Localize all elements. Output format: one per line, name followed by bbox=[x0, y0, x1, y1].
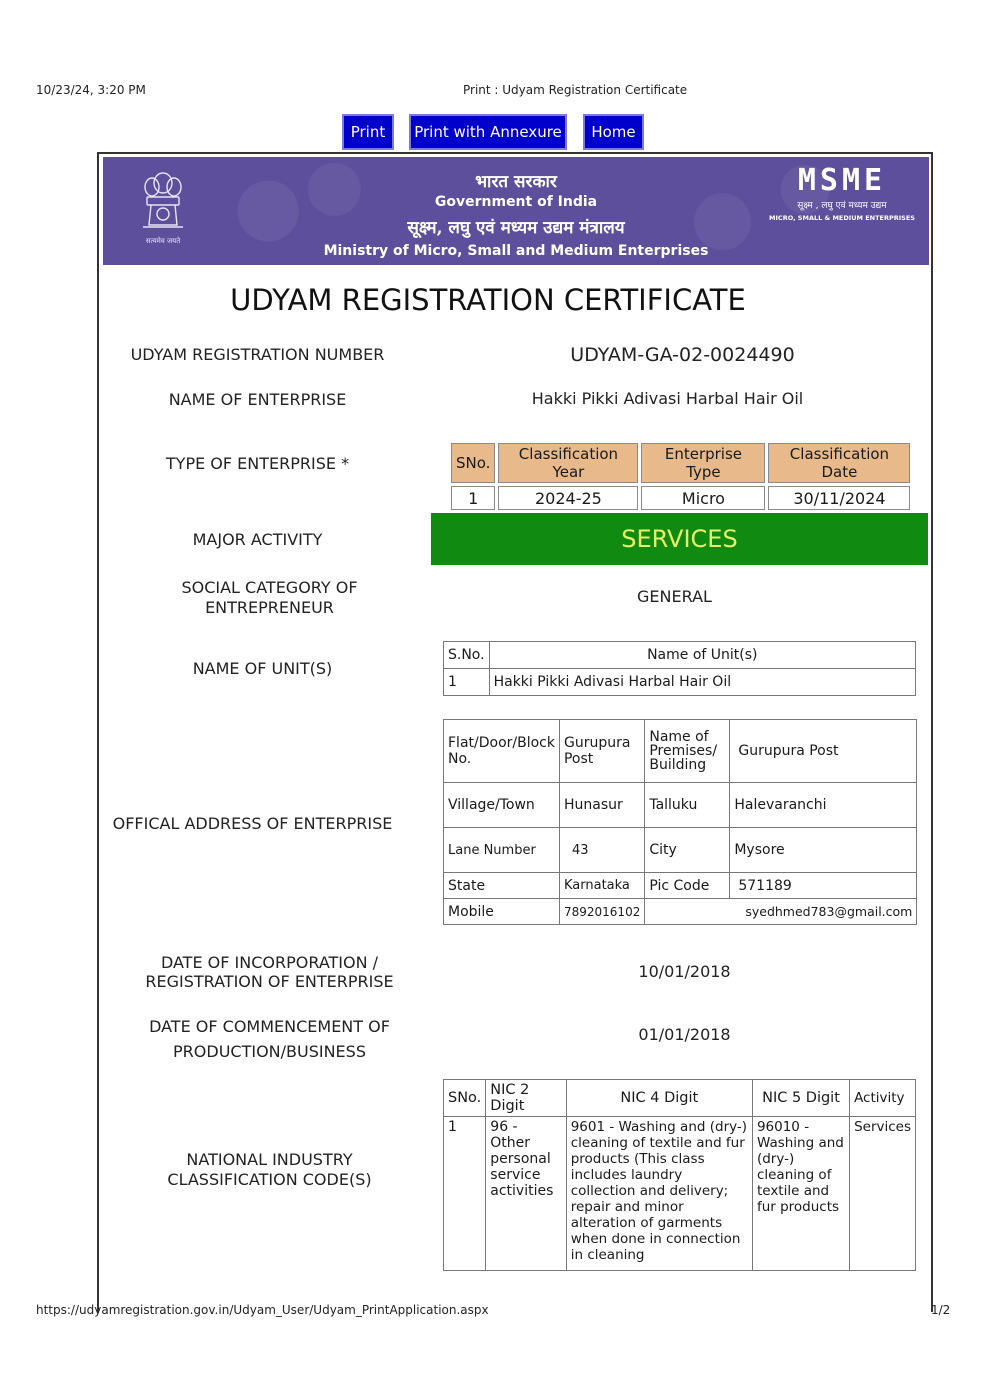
commencement-date: 01/01/2018 bbox=[638, 1025, 731, 1044]
nic-label-1: NATIONAL INDUSTRY bbox=[186, 1150, 353, 1169]
print-button[interactable]: Print bbox=[342, 114, 394, 150]
cls-cell-sno: 1 bbox=[451, 486, 495, 510]
enterprise-name: Hakki Pikki Adivasi Harbal Hair Oil bbox=[531, 389, 804, 408]
address-table bbox=[443, 719, 917, 925]
incorporation-label-2: REGISTRATION OF ENTERPRISE bbox=[145, 972, 394, 991]
banner-hindi-govt: भारत सरकार bbox=[475, 172, 557, 192]
certificate-title: UDYAM REGISTRATION CERTIFICATE bbox=[230, 283, 746, 317]
msme-hindi: सूक्ष्म , लघु एवं मध्यम उद्यम bbox=[797, 201, 887, 211]
address-label: OFFICAL ADDRESS OF ENTERPRISE bbox=[112, 814, 393, 833]
nic-cell-sno: 1 bbox=[444, 1117, 486, 1271]
social-category-label-1: SOCIAL CATEGORY OF bbox=[181, 578, 358, 597]
nic-cell-2digit: 96 - Other personal service activities bbox=[486, 1117, 566, 1271]
addr-lane-value: 43 bbox=[559, 828, 644, 873]
addr-city-label: City bbox=[645, 828, 730, 873]
units-label: NAME OF UNIT(S) bbox=[192, 659, 333, 678]
cls-header-year: Classification Year bbox=[498, 443, 638, 483]
banner-ministry: Ministry of Micro, Small and Medium Enterprises bbox=[323, 243, 709, 259]
nic-cell-5digit: 96010 - Washing and (dry-) cleaning of textile and fur products bbox=[752, 1117, 849, 1271]
addr-email-value: syedhmed783@gmail.com bbox=[645, 899, 917, 925]
nic-header-sno: SNo. bbox=[444, 1080, 486, 1117]
nic-label-2: CLASSIFICATION CODE(S) bbox=[167, 1170, 372, 1189]
classification-table bbox=[448, 440, 913, 513]
addr-city-value: Mysore bbox=[730, 828, 917, 873]
reg-number-label: UDYAM REGISTRATION NUMBER bbox=[130, 345, 385, 364]
print-with-annexure-button[interactable]: Print with Annexure bbox=[409, 114, 567, 150]
cls-header-sno: SNo. bbox=[451, 443, 495, 483]
units-cell-sno: 1 bbox=[444, 669, 490, 696]
addr-village-label: Village/Town bbox=[444, 783, 560, 828]
cls-cell-date: 30/11/2024 bbox=[768, 486, 910, 510]
addr-state-value: Karnataka bbox=[559, 873, 644, 899]
commencement-label-2: PRODUCTION/BUSINESS bbox=[173, 1042, 366, 1061]
major-activity-label: MAJOR ACTIVITY bbox=[192, 530, 323, 549]
units-table bbox=[443, 641, 916, 696]
cls-header-type: Enterprise Type bbox=[641, 443, 765, 483]
nic-cell-4digit: 9601 - Washing and (dry-) cleaning of textile and fur products (This class includes laundry collection and delivery; repair and minor alteration of garments when done in connection in cleaning bbox=[566, 1117, 752, 1271]
addr-pin-value: 571189 bbox=[730, 873, 917, 899]
nic-header-2digit: NIC 2 Digit bbox=[486, 1080, 566, 1117]
nic-table bbox=[443, 1079, 916, 1271]
addr-premises-value: Gurupura Post bbox=[730, 720, 917, 783]
banner-govt: Government of India bbox=[434, 194, 598, 210]
addr-state-label: State bbox=[444, 873, 560, 899]
units-cell-name: Hakki Pikki Adivasi Harbal Hair Oil bbox=[489, 669, 915, 696]
addr-pin-label: Pic Code bbox=[645, 873, 730, 899]
incorporation-label-1: DATE OF INCORPORATION / bbox=[160, 953, 379, 972]
addr-flat-value: Gurupura Post bbox=[559, 720, 644, 783]
units-header-sno: S.No. bbox=[444, 642, 490, 669]
enterprise-type-label: TYPE OF ENTERPRISE * bbox=[165, 454, 350, 473]
commencement-label-1: DATE OF COMMENCEMENT OF bbox=[149, 1017, 390, 1036]
nic-header-activity: Activity bbox=[850, 1080, 916, 1117]
print-title: Print : Udyam Registration Certificate bbox=[463, 83, 688, 97]
social-category: GENERAL bbox=[637, 587, 712, 606]
msme-subtitle: MICRO, SMALL & MEDIUM ENTERPRISES bbox=[769, 214, 915, 222]
print-url: https://udyamregistration.gov.in/Udyam_User/Udyam_PrintApplication.aspx bbox=[36, 1303, 489, 1317]
addr-taluk-label: Talluku bbox=[645, 783, 730, 828]
nic-header-4digit: NIC 4 Digit bbox=[566, 1080, 752, 1117]
home-button[interactable]: Home bbox=[583, 114, 644, 150]
units-header-name: Name of Unit(s) bbox=[489, 642, 915, 669]
reg-number: UDYAM-GA-02-0024490 bbox=[570, 344, 795, 366]
social-category-label-2: ENTREPRENEUR bbox=[205, 598, 334, 617]
enterprise-name-label: NAME OF ENTERPRISE bbox=[168, 390, 347, 409]
addr-premises-label: Name of Premises/ Building bbox=[645, 720, 730, 783]
incorporation-date: 10/01/2018 bbox=[638, 962, 731, 981]
cls-cell-year: 2024-25 bbox=[498, 486, 638, 510]
cls-header-date: Classification Date bbox=[768, 443, 910, 483]
print-datetime: 10/23/24, 3:20 PM bbox=[36, 83, 146, 97]
nic-cell-activity: Services bbox=[850, 1117, 916, 1271]
major-activity-value: SERVICES bbox=[431, 513, 928, 565]
nic-header-5digit: NIC 5 Digit bbox=[752, 1080, 849, 1117]
banner-hindi-ministry: सूक्ष्म, लघु एवं मध्यम उद्यम मंत्रालय bbox=[407, 218, 625, 238]
addr-village-value: Hunasur bbox=[559, 783, 644, 828]
addr-flat-label: Flat/Door/Block No. bbox=[444, 720, 560, 783]
msme-logo: MSME bbox=[797, 163, 887, 198]
addr-mobile-label: Mobile bbox=[444, 899, 560, 925]
addr-taluk-value: Halevaranchi bbox=[730, 783, 917, 828]
emblem-caption: सत्यमेव जयते bbox=[145, 237, 181, 245]
cls-cell-type: Micro bbox=[641, 486, 765, 510]
addr-lane-label: Lane Number bbox=[444, 828, 560, 873]
addr-mobile-value: 7892016102 bbox=[559, 899, 644, 925]
ministry-banner bbox=[103, 157, 929, 265]
page-number: 1/2 bbox=[931, 1303, 951, 1317]
